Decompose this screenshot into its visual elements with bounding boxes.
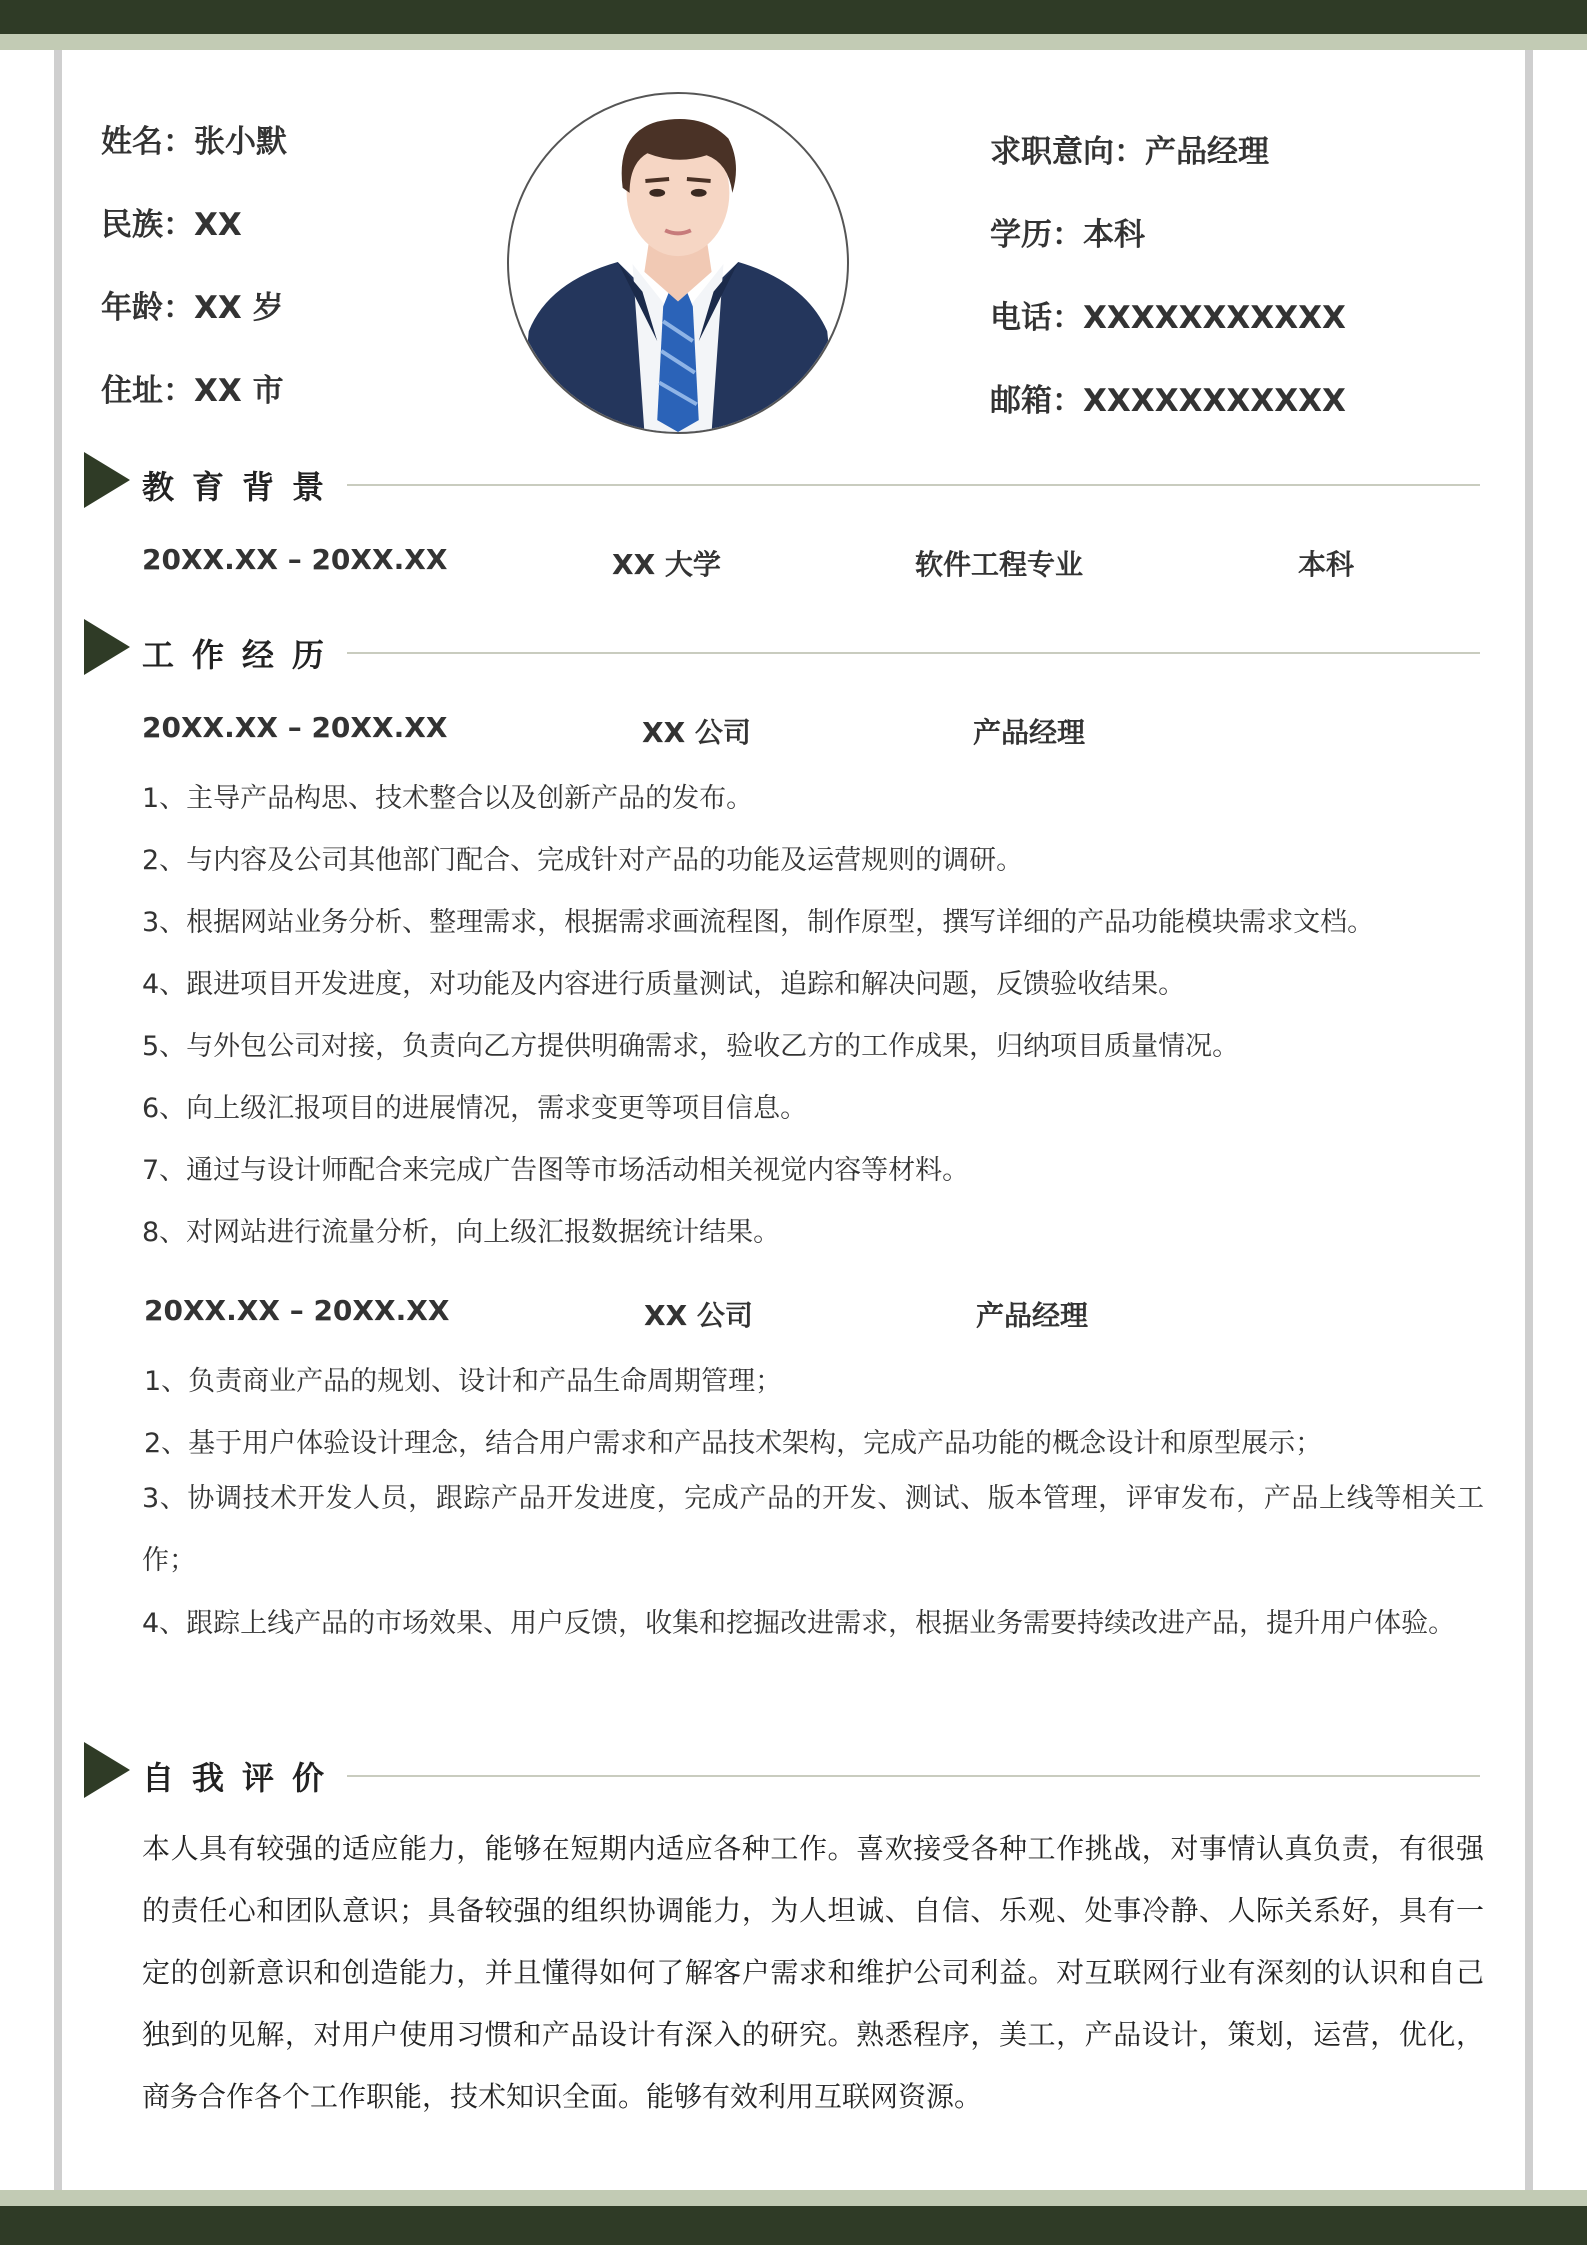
objective-field: 求职意向：产品经理 [990,134,1269,170]
education-major: 软件工程专业 [915,548,1084,581]
job-duty: 7、通过与设计师配合来完成广告图等市场活动相关视觉内容等材料。 [142,1155,970,1186]
bottom-dark-band [0,2206,1587,2245]
job-duty: 1、负责商业产品的规划、设计和产品生命周期管理； [144,1366,783,1397]
job-duty: 3、协调技术开发人员，跟踪产品开发进度，完成产品的开发、测试、版本管理，评审发布，产品上线等相关工作； [142,1483,1484,1576]
education-section-title: 教育背景 [142,468,343,506]
address-field: 住址：XX 市 [101,373,284,409]
job-position: 产品经理 [973,716,1086,749]
job-company: XX 公司 [642,716,751,749]
self-eval-section-rule [347,1775,1480,1777]
job-company: XX 公司 [644,1299,753,1332]
age-field: 年龄：XX 岁 [101,290,284,326]
avatar [507,92,849,434]
phone-field: 电话：XXXXXXXXXXX [990,300,1346,336]
job-duty: 8、对网站进行流量分析，向上级汇报数据统计结果。 [142,1217,781,1248]
top-light-band [0,34,1587,50]
self-eval-text: 本人具有较强的适应能力，能够在短期内适应各种工作。喜欢接受各种工作挑战，对事情认真负责，有很强的责任心和团队意识；具备较强的组织协调能力，为人坦诚、自信、乐观、处事冷静、人际关系好，具有一定的创新意识和创造能力，并且懂得如何了解客户需求和维护公司利益。对互联网行业有深刻的认识和自己独到的见解，对用户使用习惯和产品设计有深入的研究。熟悉程序，美工，产品设计，策划，运营，优化，商务合作各个工作职能，技术知识全面。能够有效利用互联网资源。 [142,1832,1484,2113]
left-border-bar [54,50,62,2190]
work-section-marker [84,619,130,675]
job-period: 20XX.XX – 20XX.XX [144,1294,450,1327]
job-duty: 2、基于用户体验设计理念，结合用户需求和产品技术架构，完成产品功能的概念设计和原型展示； [144,1428,1323,1459]
name-field: 姓名：张小默 [101,124,287,160]
job-duty: 4、跟进项目开发进度，对功能及内容进行质量测试，追踪和解决问题，反馈验收结果。 [142,969,1186,1000]
top-dark-band [0,0,1587,34]
job-duty: 2、与内容及公司其他部门配合、完成针对产品的功能及运营规则的调研。 [142,845,1024,876]
work-section-title: 工作经历 [142,636,343,674]
education-school: XX 大学 [612,548,721,581]
job-duty: 1、主导产品构思、技术整合以及创新产品的发布。 [142,783,754,814]
job-duty: 4、跟踪上线产品的市场效果、用户反馈，收集和挖掘改进需求，根据业务需要持续改进产品，提升用户体验。 [142,1608,1456,1639]
job-period: 20XX.XX – 20XX.XX [142,711,448,744]
job-duty: 3、根据网站业务分析、整理需求，根据需求画流程图，制作原型，撰写详细的产品功能模块需求文档。 [142,907,1375,938]
self-eval-section-marker [84,1742,130,1798]
education-level-field: 学历：本科 [990,217,1145,253]
education-section-rule [347,484,1480,486]
self-eval-section-title: 自我评价 [142,1759,343,1797]
person-avatar-icon [509,94,847,432]
job-duty: 5、与外包公司对接，负责向乙方提供明确需求，验收乙方的工作成果，归纳项目质量情况。 [142,1031,1240,1062]
job-position: 产品经理 [976,1299,1089,1332]
right-border-bar [1525,50,1533,2190]
work-section-rule [347,652,1480,654]
email-field: 邮箱：XXXXXXXXXXX [990,383,1346,419]
education-period: 20XX.XX – 20XX.XX [142,543,448,576]
education-section-marker [84,452,130,508]
job-duty: 6、向上级汇报项目的进展情况，需求变更等项目信息。 [142,1093,808,1124]
education-degree: 本科 [1298,548,1355,581]
ethnicity-field: 民族：XX [101,207,242,243]
bottom-light-band [0,2190,1587,2206]
